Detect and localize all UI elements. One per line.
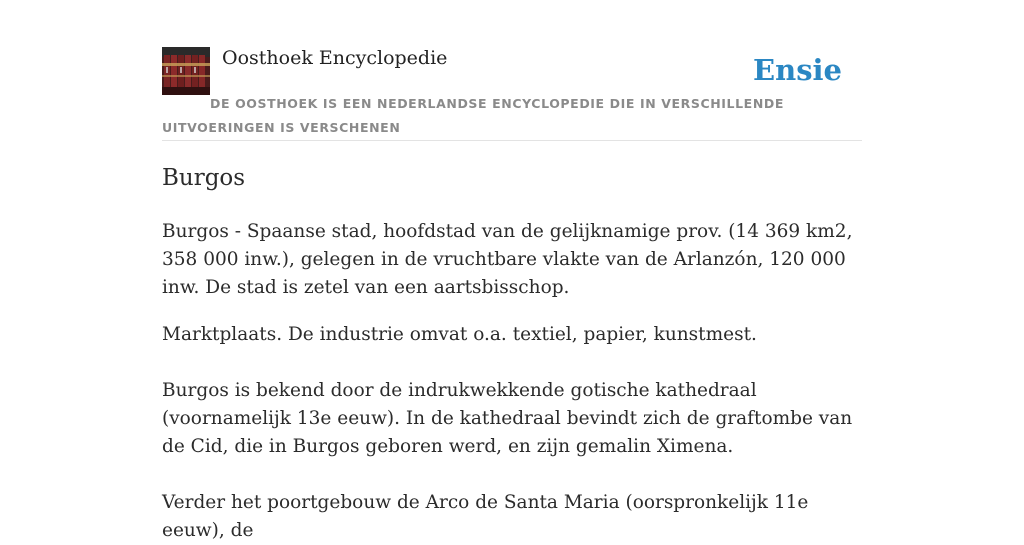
article-title: Burgos <box>162 165 246 191</box>
site-name[interactable]: Oosthoek Encyclopedie <box>222 47 448 69</box>
site-tagline: DE OOSTHOEK IS EEN NEDERLANDSE ENCYCLOPEDIE DIE IN VERSCHILLENDE UITVOERINGEN IS VERSCHENEN <box>162 96 784 135</box>
article-paragraph: Burgos - Spaanse stad, hoofdstad van de gelijknamige prov. (14 369 km2, 358 000 inw.), gelegen in de vruchtbare vlakte van de Arlanzón, 120 000 inw. De stad is zetel van een aartsbisschop. <box>162 221 853 298</box>
article <box>162 160 862 545</box>
article-paragraph: Burgos is bekend door de indrukwekkende gotische kathedraal (voornamelijk 13e eeuw). In de kathedraal bevindt zich de graftombe van de Cid, die in Burgos geboren werd, en zijn gemalin Ximena. <box>162 380 853 457</box>
brand-logo-link[interactable]: Ensie <box>753 53 842 87</box>
encyclopedia-books-icon <box>162 47 210 95</box>
site-avatar[interactable] <box>162 47 210 95</box>
article-paragraph: Marktplaats. De industrie omvat o.a. textiel, papier, kunstmest. <box>162 324 757 345</box>
article-paragraph: Verder het poortgebouw de Arco de Santa Maria (oorspronkelijk 11e eeuw), de <box>162 492 809 541</box>
site-header <box>162 46 862 141</box>
